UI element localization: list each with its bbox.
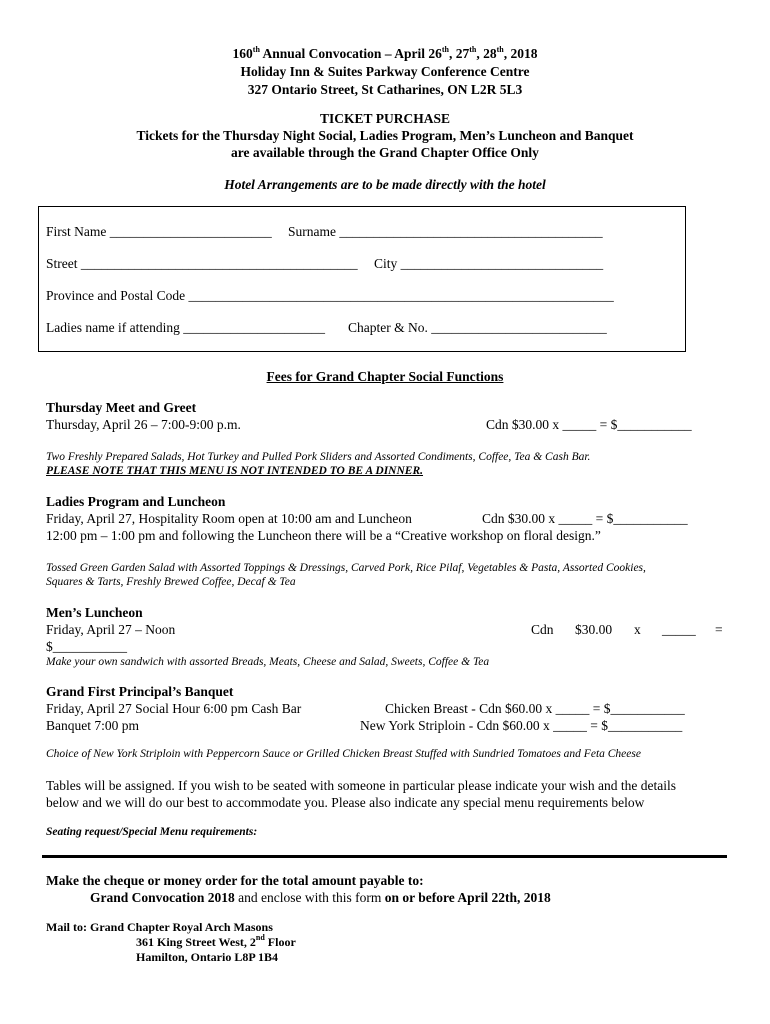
venue-name: Holiday Inn & Suites Parkway Conference Centre [240, 64, 530, 79]
banquet-when-1: Friday, April 27 Social Hour 6:00 pm Cash Bar [46, 701, 302, 716]
thursday-menu-note: PLEASE NOTE THAT THIS MENU IS NOT INTENDED TO BE A DINNER. [46, 465, 424, 477]
divider-rule [42, 855, 727, 858]
ticket-purchase-title: TICKET PURCHASE [320, 111, 450, 126]
ladies-menu-2: Squares & Tarts, Freshly Brewed Coffee, Decaf & Tea [46, 576, 296, 588]
banquet-title: Grand First Principal’s Banquet [46, 684, 234, 699]
fees-heading: Fees for Grand Chapter Social Functions [266, 369, 504, 384]
tickets-info-line1: Tickets for the Thursday Night Social, Ladies Program, Men’s Luncheon and Banquet [136, 128, 634, 143]
thursday-when: Thursday, April 26 – 7:00-9:00 p.m. [46, 417, 241, 432]
mail-to-label: Mail to: Grand Chapter Royal Arch Masons [46, 920, 273, 934]
banquet-chicken-price[interactable]: Chicken Breast - Cdn $60.00 x _____ = $___________ [385, 701, 685, 716]
tables-info-line1: Tables will be assigned. If you wish to be seated with someone in particular please indicate your wish and the details [46, 778, 677, 793]
ladies-name-field[interactable]: Ladies name if attending _____________________ [46, 320, 325, 335]
ladies-title: Ladies Program and Luncheon [46, 494, 226, 509]
mens-amount: $30.00 [575, 622, 613, 637]
first-name-field[interactable]: First Name ________________________ [46, 224, 272, 239]
thursday-title: Thursday Meet and Greet [46, 400, 197, 415]
mens-menu: Make your own sandwich with assorted Breads, Meats, Cheese and Salad, Sweets, Coffee & Tea [46, 656, 490, 668]
mens-title: Men’s Luncheon [46, 605, 143, 620]
tables-info-line2: below and we will do our best to accommodate you. Please also indicate any special menu requirements below [46, 795, 645, 810]
mail-street: 361 King Street West, 2nd Floor [136, 933, 296, 949]
payment-payee-line [90, 890, 551, 906]
ladies-menu-1: Tossed Green Garden Salad with Assorted Toppings & Dressings, Carved Pork, Rice Pilaf, Vegetables & Pasta, Assorted Cookies, [46, 562, 646, 574]
mail-city: Hamilton, Ontario L8P 1B4 [136, 950, 279, 964]
payee-name: Grand Convocation 2018 [90, 890, 235, 905]
banquet-when-2: Banquet 7:00 pm [46, 718, 139, 733]
mens-x: x [634, 622, 641, 637]
venue-address: 327 Ontario Street, St Catharines, ON L2R 5L3 [247, 82, 523, 97]
thursday-menu: Two Freshly Prepared Salads, Hot Turkey and Pulled Pork Sliders and Assorted Condiments, Coffee, Tea & Cash Bar. [46, 451, 591, 463]
convocation-title: 160th Annual Convocation – April 26th, 27th, 28th, 2018 [232, 44, 538, 61]
ladies-when-1: Friday, April 27, Hospitality Room open at 10:00 am and Luncheon [46, 511, 412, 526]
city-field[interactable]: City ______________________________ [374, 256, 604, 271]
thursday-price[interactable]: Cdn $30.00 x _____ = $___________ [486, 417, 692, 432]
ladies-price[interactable]: Cdn $30.00 x _____ = $___________ [482, 511, 688, 526]
chapter-field[interactable]: Chapter & No. __________________________ [348, 320, 607, 335]
ladies-when-2: 12:00 pm – 1:00 pm and following the Luncheon there will be a “Creative workshop on floral design.” [46, 528, 601, 543]
street-field[interactable]: Street _________________________________________ [46, 256, 358, 271]
payment-deadline: on or before April 22th, 2018 [384, 890, 551, 905]
mens-quantity-blank[interactable]: _____ [662, 622, 696, 637]
seating-request-label: Seating request/Special Menu requirements: [46, 826, 258, 838]
tickets-info-line2: are available through the Grand Chapter Office Only [231, 145, 539, 160]
mens-cdn: Cdn [531, 622, 554, 637]
payment-instruction: Make the cheque or money order for the total amount payable to: [46, 873, 424, 888]
banquet-menu: Choice of New York Striploin with Peppercorn Sauce or Grilled Chicken Breast Stuffed with Sundried Tomatoes and Feta Cheese [46, 748, 641, 760]
mens-total-blank[interactable]: $___________ [46, 639, 127, 654]
mens-when: Friday, April 27 – Noon [46, 622, 176, 637]
hotel-note: Hotel Arrangements are to be made directly with the hotel [224, 177, 546, 192]
banquet-striploin-price[interactable]: New York Striploin - Cdn $60.00 x _____ = $___________ [360, 718, 683, 733]
enclose-text: and enclose with this form [234, 890, 385, 905]
province-postal-field[interactable]: Province and Postal Code _______________________________________________________________ [46, 288, 614, 303]
mens-equals: = [715, 622, 723, 637]
surname-field[interactable]: Surname _______________________________________ [288, 224, 603, 239]
